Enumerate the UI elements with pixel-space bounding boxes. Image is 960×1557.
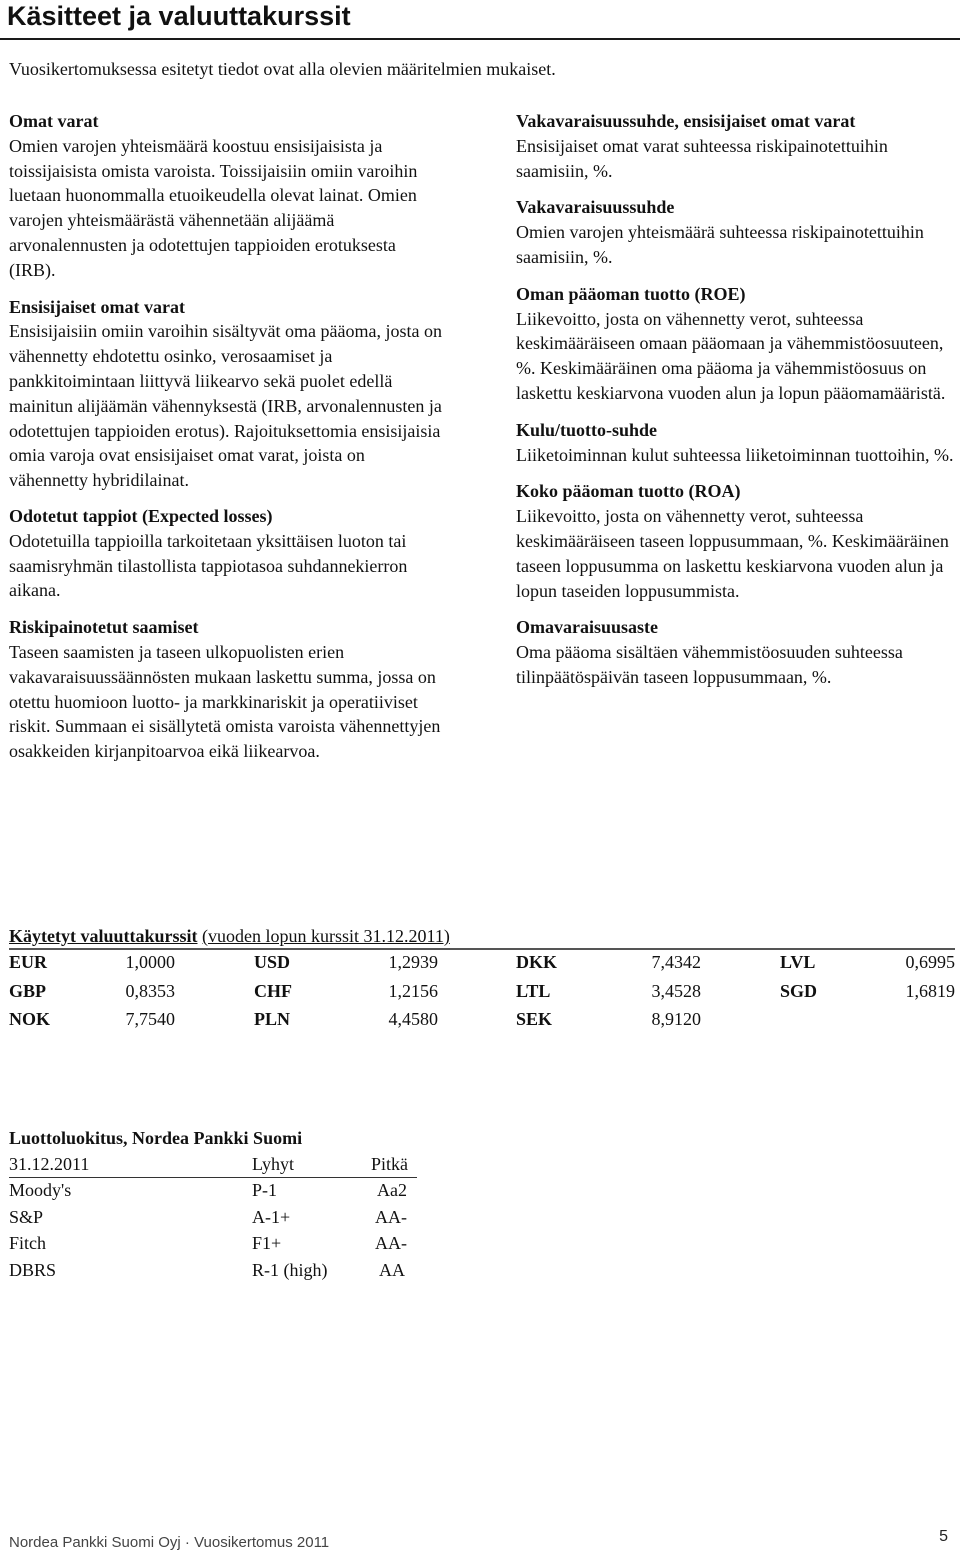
- definition-body: Omien varojen yhteismäärä suhteessa riskipainotettuihin saamisiin, %.: [516, 222, 924, 267]
- intro-text: Vuosikertomuksessa esitetyt tiedot ovat alla olevien määritelmien mukaiset.: [9, 59, 556, 79]
- currency-row: [9, 1009, 955, 1038]
- rating-title: Luottoluokitus, Nordea Pankki Suomi: [9, 1128, 303, 1148]
- currency-code: LVL: [780, 952, 816, 972]
- rating-header-date: 31.12.2011: [9, 1154, 90, 1174]
- rating-long: AA: [379, 1259, 405, 1280]
- currency-rate: 1,2156: [388, 980, 438, 1001]
- definition-heading: Ensisijaiset omat varat: [9, 296, 185, 317]
- definition-body: Ensisijaisiin omiin varoihin sisältyvät oma pääoma, josta on vähennetty ehdotettu osinko, verosaamiset ja pankkitoimintaan liittyvä liikearvo sekä puolet edellä mainitun alijäämän vähennyksestä (IRB, arvonalennusten ja odotettujen tappioiden erotus). Rajoituksettomia ensisijaisia omia varoja ovat ensisijaiset omat varat, joista on vähennetty hybridilainat.: [9, 321, 442, 491]
- rating-row: [9, 1258, 417, 1285]
- right-column: [516, 109, 956, 702]
- definition-riskipainotetut-saamiset: [9, 615, 445, 764]
- title-divider: [0, 38, 960, 40]
- currency-code: CHF: [254, 980, 292, 1001]
- definition-body: Odotetuilla tappioilla tarkoitetaan yksittäisen luoton tai saamisryhmän tilastollista tappiotasoa suhdannekierron aikana.: [9, 530, 408, 601]
- currency-row: [9, 981, 955, 1010]
- rating-row: [9, 1178, 417, 1205]
- rating-short: R-1 (high): [252, 1259, 328, 1280]
- definition-odotetut-tappiot: [9, 504, 445, 603]
- currency-code: SGD: [780, 980, 818, 1001]
- rating-agency: DBRS: [9, 1259, 57, 1280]
- definition-omat-varat: [9, 109, 445, 283]
- definition-body: Liiketoiminnan kulut suhteessa liiketoiminnan tuottoihin, %.: [516, 444, 954, 465]
- definition-heading: Omat varat: [9, 111, 99, 131]
- definition-body: Oma pääoma sisältäen vähemmistöosuuden suhteessa tilinpäätöspäivän taseen loppusummaan, %.: [516, 642, 903, 687]
- currency-rate: 7,4342: [651, 952, 701, 972]
- currency-rate: 3,4528: [651, 980, 701, 1001]
- definition-roe: [516, 282, 956, 406]
- definition-vakavaraisuussuhde: [516, 195, 956, 269]
- currency-code: GBP: [9, 980, 47, 1001]
- rating-short: P-1: [252, 1180, 278, 1200]
- page-title: Käsitteet ja valuuttakurssit: [7, 1, 351, 31]
- rating-long: Aa2: [377, 1180, 407, 1200]
- currency-row: [9, 952, 955, 981]
- currency-table: [9, 952, 955, 1038]
- currency-rate: 1,0000: [125, 952, 175, 972]
- definition-heading: Kulu/tuotto-suhde: [516, 419, 658, 440]
- definition-heading: Koko pääoman tuotto (ROA): [516, 481, 741, 502]
- definition-heading: Vakavaraisuussuhde, ensisijaiset omat varat: [516, 111, 856, 131]
- currency-rate: 0,8353: [125, 980, 175, 1001]
- rating-header-row: [9, 1152, 417, 1178]
- rating-row: [9, 1231, 417, 1258]
- definition-body: Liikevoitto, josta on vähennetty verot, suhteessa keskimääräiseen omaan pääomaan ja vähemmistöosuuteen, %. Keskimääräinen oma pääoma ja vähemmistöosuus on laskettu keskiarvona vuoden alun ja lopun pääomamääristä.: [516, 308, 946, 403]
- rating-agency: Moody's: [9, 1180, 72, 1200]
- rating-header-short: Lyhyt: [252, 1154, 295, 1174]
- currency-code: LTL: [516, 980, 551, 1001]
- rating-row: [9, 1205, 417, 1232]
- footer-publication: Nordea Pankki Suomi Oyj · Vuosikertomus 2011: [9, 1534, 330, 1551]
- currency-rate: 1,2939: [388, 952, 438, 972]
- definition-heading: Odotetut tappiot (Expected losses): [9, 505, 273, 526]
- rating-header-long: Pitkä: [371, 1154, 409, 1174]
- rating-agency: S&P: [9, 1206, 44, 1227]
- currency-rate: 7,7540: [125, 1009, 175, 1029]
- rating-long: AA-: [375, 1233, 407, 1254]
- definition-body: Liikevoitto, josta on vähennetty verot, suhteessa keskimääräiseen taseen loppusummaan, %. Keskimääräinen taseen loppusumma on laskettu keskiarvona vuoden alun ja lopun taseiden loppusummista.: [516, 506, 949, 601]
- definition-heading: Riskipainotetut saamiset: [9, 617, 199, 638]
- currency-code: USD: [254, 952, 291, 972]
- rating-long: AA-: [375, 1206, 407, 1227]
- definition-omavaraisuusaste: [516, 615, 956, 689]
- currency-heading-note: (vuoden lopun kurssit 31.12.2011): [202, 926, 450, 946]
- definition-body: Taseen saamisten ja taseen ulkopuolisten erien vakavaraisuussäännösten mukaan laskettu summa, jossa on otettu huomioon luotto- ja markkinariskit ja operatiiviset riskit. Summaan ei sisällytetä omista varoista vähennettyjen osakkeiden kirjanpitoarvoa eikä liikearvoa.: [9, 641, 441, 762]
- currency-rate: 8,9120: [651, 1009, 701, 1029]
- currency-code: SEK: [516, 1009, 553, 1029]
- definition-heading: Omavaraisuusaste: [516, 617, 659, 638]
- definition-body: Ensisijaiset omat varat suhteessa riskipainotettuihin saamisiin, %.: [516, 135, 888, 181]
- definition-kulu-tuotto: [516, 418, 956, 468]
- currency-heading-title: Käytetyt valuuttakurssit: [9, 926, 198, 946]
- definition-ensisijaiset-omat-varat: [9, 295, 445, 493]
- definition-heading: Vakavaraisuussuhde: [516, 197, 675, 218]
- rating-short: A-1+: [252, 1206, 291, 1227]
- currency-rate: 0,6995: [905, 952, 955, 972]
- currency-code: DKK: [516, 952, 558, 972]
- currency-code: NOK: [9, 1009, 51, 1029]
- definition-roa: [516, 479, 956, 603]
- page-number: 5: [939, 1528, 948, 1545]
- rating-table: [9, 1152, 417, 1284]
- rating-agency: Fitch: [9, 1233, 47, 1254]
- currency-heading: [9, 924, 955, 950]
- definition-heading: Oman pääoman tuotto (ROE): [516, 283, 746, 304]
- definition-body: Omien varojen yhteismäärä koostuu ensisijaisista ja toissijaisista omista varoista. Toissijaisiin omiin varoihin luetaan huonommalla etuoikeudella olevat lainat. Omien varojen yhteismäärästä vähennetään alijäämä arvonalennusten ja odotettujen tappioiden erotuksesta (IRB).: [9, 135, 418, 280]
- currency-code: PLN: [254, 1009, 290, 1029]
- currency-code: EUR: [9, 952, 48, 972]
- currency-rate: 1,6819: [905, 980, 955, 1001]
- definition-vakavaraisuussuhde-ensisijaiset: [516, 109, 956, 183]
- currency-rate: 4,4580: [388, 1009, 438, 1029]
- left-column: [9, 109, 445, 776]
- rating-short: F1+: [252, 1233, 282, 1254]
